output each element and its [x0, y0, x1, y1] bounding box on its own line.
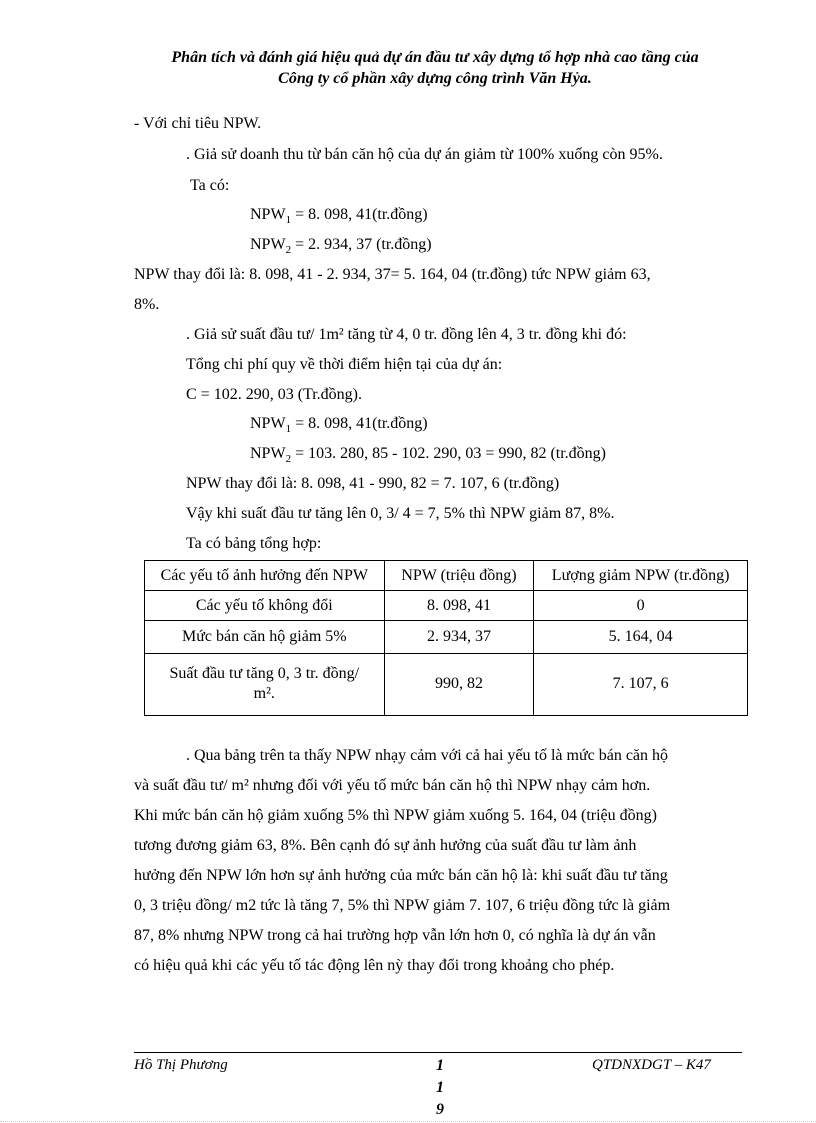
para-total-cost: Tổng chi phí quy về thời điểm hiện tại của dự án: [186, 356, 503, 373]
subscript-1: 1 [285, 214, 292, 226]
conclusion-line: 87, 8% nhưng NPW trong cả hai trường hợp vẫn lớn hơn 0, có nghĩa là dự án vẫn [134, 927, 656, 944]
header-line-2: Công ty cổ phần xây dựng công trình Văn Hỷa. [278, 70, 592, 87]
npw-symbol: NPW [250, 236, 286, 253]
cell-line: m². [253, 685, 275, 703]
table-header-cell: Lượng giảm NPW (tr.đồng) [534, 561, 748, 591]
table-cell: 5. 164, 04 [534, 621, 748, 653]
table-header-row [145, 561, 748, 591]
npw-symbol: NPW [250, 415, 286, 432]
para-npw-change-2: NPW thay đổi là: 8. 098, 41 - 990, 82 = 7. 107, 6 (tr.đồng) [186, 475, 560, 492]
table-header-cell: NPW (triệu đồng) [384, 561, 534, 591]
subscript-2: 2 [285, 244, 292, 256]
npw-symbol: NPW [250, 206, 286, 223]
header-line-1: Phân tích và đánh giá hiệu quả dự án đầu tư xây dựng tổ hợp nhà cao tầng của [171, 49, 699, 66]
para-npw-indicator: - Với chỉ tiêu NPW. [134, 115, 262, 132]
para-summary-intro: Ta có bảng tổng hợp: [186, 535, 322, 552]
para-cost-value: C = 102. 290, 03 (Tr.đồng). [186, 386, 363, 403]
table-cell: Các yếu tố không đổi [145, 591, 385, 621]
para-ta-co: Ta có: [190, 177, 230, 194]
conclusion-line: 0, 3 triệu đồng/ m2 tức là tăng 7, 5% thì NPW giảm 7. 107, 6 triệu đồng tức là giảm [134, 897, 671, 914]
equation-npw1-b [250, 414, 428, 439]
conclusion-line: Khi mức bán căn hộ giảm xuống 5% thì NPW giảm xuống 5. 164, 04 (triệu đồng) [134, 807, 657, 824]
npw-symbol: NPW [250, 445, 286, 462]
page-digit: 1 [436, 1079, 444, 1096]
conclusion-line: và suất đầu tư/ m² nhưng đối với yếu tố mức bán căn hộ thì NPW nhạy cảm hơn. [134, 777, 651, 794]
footer-divider [134, 1052, 742, 1053]
equation-npw2-b [250, 444, 606, 469]
summary-table [144, 560, 748, 716]
equation-npw1-a [250, 205, 428, 230]
para-npw-change-1: NPW thay đổi là: 8. 098, 41 - 2. 934, 37= 5. 164, 04 (tr.đồng) tức NPW giảm 63, [134, 266, 651, 283]
para-investment-assumption: . Giả sử suất đầu tư/ 1m² tăng từ 4, 0 tr. đồng lên 4, 3 tr. đồng khi đó: [186, 326, 627, 343]
para-npw-change-1-cont: 8%. [134, 296, 160, 313]
subscript-1: 1 [285, 423, 292, 435]
para-conclusion-short: Vậy khi suất đầu tư tăng lên 0, 3/ 4 = 7, 5% thì NPW giảm 87, 8%. [186, 505, 615, 522]
cell-line: Suất đầu tư tăng 0, 3 tr. đồng/ [169, 665, 360, 683]
table-cell: 0 [534, 591, 748, 621]
footer-author: Hồ Thị Phương [134, 1057, 228, 1073]
equation-npw2-a [250, 235, 432, 260]
table-cell: 8. 098, 41 [384, 591, 534, 621]
table-cell [145, 653, 385, 715]
page-digit: 1 [436, 1057, 444, 1074]
conclusion-line: hưởng đến NPW lớn hơn sự ảnh hưởng của mức bán căn hộ là: khi suất đầu tư tăng [134, 867, 668, 884]
table-row [145, 621, 748, 653]
page-digit: 9 [436, 1101, 444, 1118]
conclusion-line: tương đương giảm 63, 8%. Bên cạnh đó sự ảnh hưởng của suất đầu tư làm ảnh [134, 837, 637, 854]
page-header [120, 47, 750, 89]
page-number [432, 1055, 448, 1121]
table-row [145, 591, 748, 621]
table-row [145, 653, 748, 715]
equation-value: = 2. 934, 37 (tr.đồng) [291, 236, 432, 253]
table-cell: 990, 82 [384, 653, 534, 715]
table-header-cell: Các yếu tố ảnh hưởng đến NPW [145, 561, 385, 591]
footer-class-code: QTDNXDGT – K47 [592, 1057, 711, 1073]
table-cell: 2. 934, 37 [384, 621, 534, 653]
equation-value: = 8. 098, 41(tr.đồng) [291, 206, 428, 223]
conclusion-line: . Qua bảng trên ta thấy NPW nhạy cảm với cả hai yếu tố là mức bán căn hộ [186, 747, 669, 764]
table-cell: 7. 107, 6 [534, 653, 748, 715]
para-revenue-assumption: . Giả sử doanh thu từ bán căn hộ của dự án giảm từ 100% xuống còn 95%. [186, 146, 663, 163]
page-bottom-border [0, 1121, 816, 1122]
subscript-2: 2 [285, 453, 292, 465]
equation-value: = 103. 280, 85 - 102. 290, 03 = 990, 82 (tr.đồng) [291, 445, 606, 462]
equation-value: = 8. 098, 41(tr.đồng) [291, 415, 428, 432]
conclusion-line: có hiệu quả khi các yếu tố tác động lên nỳ thay đổi trong khoảng cho phép. [134, 957, 615, 974]
table-cell: Mức bán căn hộ giảm 5% [145, 621, 385, 653]
